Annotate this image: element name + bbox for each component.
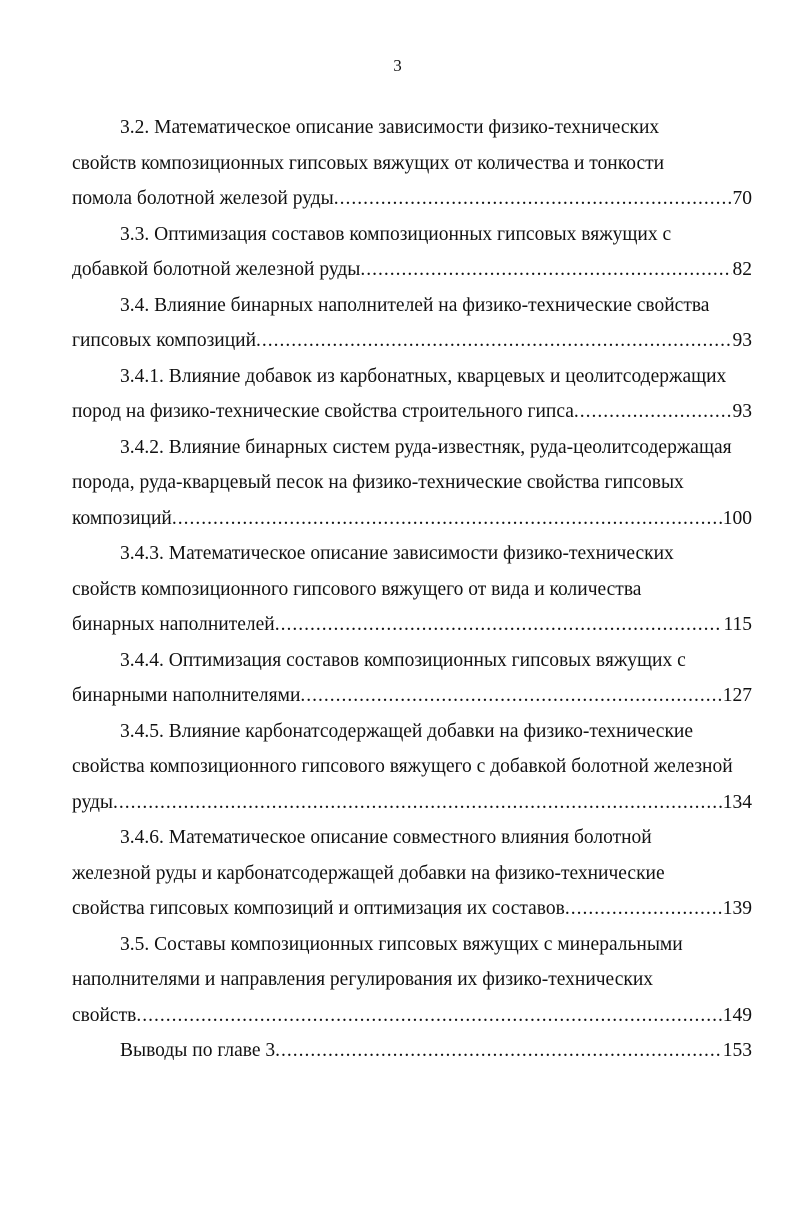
toc-entry — [72, 714, 752, 821]
toc-page-number: 134 — [722, 791, 752, 813]
toc-page-number: 115 — [723, 614, 752, 635]
toc-entry-last-line — [72, 607, 752, 643]
toc-entry — [72, 1033, 752, 1069]
toc-entry-text: свойств — [72, 1004, 137, 1026]
toc-page-number: 127 — [722, 685, 752, 706]
dot-leader — [275, 607, 723, 643]
toc-entry-line: 3.3. Оптимизация составов композиционных гипсовых вяжущих с — [120, 223, 672, 245]
toc-entry — [72, 536, 752, 643]
toc-entry-last-line — [72, 252, 752, 288]
toc-entry-text: бинарными наполнителями — [72, 685, 301, 706]
toc-entry-line: наполнителями и направления регулирования их физико-технических — [72, 969, 654, 990]
toc-entry-line: 3.4.4. Оптимизация составов композиционных гипсовых вяжущих с — [120, 649, 686, 671]
toc-entry — [72, 110, 752, 217]
toc-entry-line: 3.4.3. Математическое описание зависимости физико-технических — [120, 543, 674, 564]
toc-entry-last-line — [72, 501, 752, 537]
toc-entry-last-line — [72, 891, 752, 927]
dot-leader — [136, 998, 721, 1034]
toc-entry — [72, 217, 752, 288]
toc-entry-text: пород на физико-технические свойства строительного гипса — [72, 401, 574, 422]
toc-entry-last-line — [72, 181, 752, 217]
dot-leader — [256, 323, 731, 359]
toc-entry-text: бинарных наполнителей — [72, 614, 275, 635]
toc-entry-text: руды — [72, 791, 114, 813]
toc-entry — [72, 359, 752, 430]
dot-leader — [565, 891, 722, 927]
toc-entry-last-line — [72, 678, 752, 714]
toc-entry-line: 3.2. Математическое описание зависимости физико-технических — [120, 117, 660, 138]
dot-leader — [574, 394, 732, 430]
toc-entry-last-line — [72, 323, 752, 359]
toc-page-number: 149 — [722, 1004, 752, 1026]
toc-entry-last-line — [72, 1033, 752, 1069]
toc-page-number: 100 — [722, 507, 752, 529]
toc-entry-line: железной руды и карбонатсодержащей добавки на физико-технические — [72, 862, 665, 884]
dot-leader — [360, 252, 731, 288]
toc-entry-line: свойства композиционного гипсового вяжущего с добавкой болотной железной — [72, 756, 733, 777]
toc-entry-last-line — [72, 394, 752, 430]
toc-entry-text: гипсовых композиций — [72, 330, 257, 351]
dot-leader — [113, 785, 722, 821]
toc-page-number: 139 — [722, 898, 752, 919]
toc-entry — [72, 288, 752, 359]
toc-page-number: 93 — [732, 401, 752, 422]
toc-page-number: 93 — [732, 330, 752, 351]
toc-page-number: 70 — [732, 188, 752, 209]
dot-leader — [300, 678, 721, 714]
toc-entry-text: добавкой болотной железной руды — [72, 259, 361, 280]
toc-entry-last-line — [72, 785, 752, 821]
dot-leader — [334, 181, 732, 217]
toc-entry-line: свойств композиционного гипсового вяжущего от вида и количества — [72, 578, 642, 600]
toc-entry-line: свойств композиционных гипсовых вяжущих от количества и тонкости — [72, 152, 665, 174]
toc-page-number: 82 — [732, 259, 752, 280]
toc-entry-line: 3.4.1. Влияние добавок из карбонатных, кварцевых и цеолитсодержащих — [120, 365, 727, 387]
dot-leader — [275, 1033, 722, 1069]
toc-entry-text: Выводы по главе 3 — [120, 1040, 276, 1061]
toc-entry — [72, 927, 752, 1034]
toc-entry — [72, 820, 752, 927]
toc-entry-line: 3.5. Составы композиционных гипсовых вяжущих с минеральными — [120, 933, 683, 955]
toc-entry-line: 3.4.6. Математическое описание совместного влияния болотной — [120, 827, 652, 848]
table-of-contents — [72, 110, 752, 1069]
toc-entry-line: порода, руда-кварцевый песок на физико-технические свойства гипсовых — [72, 472, 684, 493]
toc-entry-text: помола болотной железой руды — [72, 188, 334, 209]
toc-entry-text: свойства гипсовых композиций и оптимизация их составов — [72, 898, 565, 919]
toc-entry-line: 3.4.2. Влияние бинарных систем руда-известняк, руда-цеолитсодержащая — [120, 436, 732, 458]
toc-entry — [72, 430, 752, 537]
toc-page-number: 153 — [722, 1040, 752, 1061]
toc-entry-text: композиций — [72, 507, 172, 529]
toc-entry — [72, 643, 752, 714]
page-number: 3 — [393, 56, 402, 75]
toc-entry-line: 3.4. Влияние бинарных наполнителей на физико-технические свойства — [120, 294, 710, 316]
toc-entry-line: 3.4.5. Влияние карбонатсодержащей добавки на физико-технические — [120, 720, 694, 742]
dot-leader — [172, 501, 722, 537]
toc-entry-last-line — [72, 998, 752, 1034]
